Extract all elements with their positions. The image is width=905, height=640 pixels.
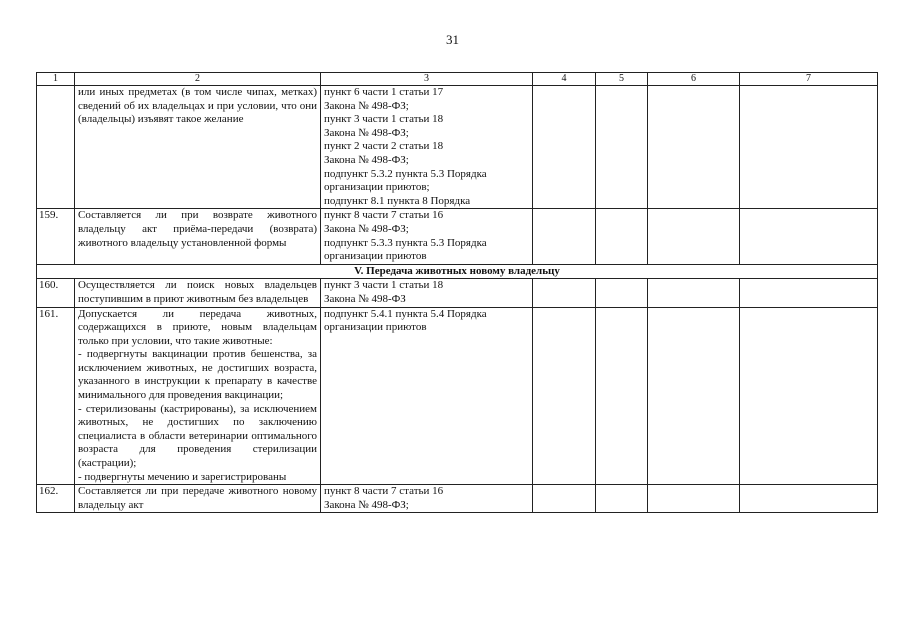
question-line: Допускается ли передача животных, содержащихся в приюте, новым владельцам только при условии, что такие животные:	[78, 307, 317, 347]
row-number: 161.	[37, 307, 75, 485]
column-header: 2	[75, 73, 321, 86]
question-text: Составляется ли при возврате животного владельцу акт приёма-передачи (возврата) животного владельцу установленной формы	[75, 209, 321, 264]
empty-cell	[533, 86, 596, 209]
empty-cell	[648, 209, 740, 264]
reference-line: пункт 3 части 1 статьи 18	[324, 113, 444, 126]
checklist-table	[36, 72, 878, 513]
empty-cell	[648, 86, 740, 209]
section-title: V. Передача животных новому владельцу	[37, 264, 878, 279]
empty-cell	[596, 485, 648, 513]
row-number: 162.	[37, 485, 75, 513]
empty-cell	[596, 209, 648, 264]
column-header: 4	[533, 73, 596, 86]
reference-line: подпункт 5.3.2 пункта 5.3 Порядка организации приютов;	[324, 167, 487, 194]
column-header: 6	[648, 73, 740, 86]
question-text: Осуществляется ли поиск новых владельцев поступившим в приют животным без владельцев	[75, 279, 321, 307]
question-text: или иных предметах (в том числе чипах, метках) сведений об их владельцах и при условии, что они (владельцы) изъявят такое желание	[75, 86, 321, 209]
header-row	[37, 73, 878, 86]
question-text	[75, 307, 321, 485]
column-header: 5	[596, 73, 648, 86]
empty-cell	[740, 485, 878, 513]
empty-cell	[596, 86, 648, 209]
table-row	[37, 279, 878, 307]
table-row	[37, 86, 878, 209]
empty-cell	[533, 307, 596, 485]
empty-cell	[740, 279, 878, 307]
empty-cell	[740, 307, 878, 485]
reference-line: пункт 3 части 1 статьи 18	[324, 279, 444, 292]
legal-references	[321, 485, 533, 513]
reference-line: Закона № 498-ФЗ;	[324, 153, 409, 166]
legal-references	[321, 307, 533, 485]
legal-references	[321, 86, 533, 209]
column-header: 3	[321, 73, 533, 86]
reference-line: пункт 6 части 1 статьи 17	[324, 86, 444, 98]
empty-cell	[648, 485, 740, 513]
reference-line: подпункт 5.4.1 пункта 5.4 Порядка организации приютов	[324, 307, 487, 334]
row-number: 159.	[37, 209, 75, 264]
empty-cell	[533, 279, 596, 307]
legal-references	[321, 279, 533, 307]
empty-cell	[648, 307, 740, 485]
empty-cell	[596, 307, 648, 485]
reference-line: Закона № 498-ФЗ	[324, 292, 406, 305]
empty-cell	[648, 279, 740, 307]
reference-line: Закона № 498-ФЗ;	[324, 498, 409, 511]
reference-line: Закона № 498-ФЗ;	[324, 99, 409, 112]
reference-line: Закона № 498-ФЗ;	[324, 126, 409, 139]
empty-cell	[596, 279, 648, 307]
table-row	[37, 307, 878, 485]
legal-references	[321, 209, 533, 264]
column-header: 1	[37, 73, 75, 86]
table-row	[37, 209, 878, 264]
reference-line: подпункт 5.3.3 пункта 5.3 Порядка организации приютов	[324, 236, 487, 263]
empty-cell	[740, 86, 878, 209]
reference-line: пункт 8 части 7 статьи 16	[324, 485, 444, 498]
question-line: - подвергнуты мечению и зарегистрированы	[78, 470, 287, 483]
row-number: 160.	[37, 279, 75, 307]
reference-line: пункт 8 части 7 статьи 16	[324, 209, 444, 222]
question-text: Составляется ли при передаче животного новому владельцу акт	[75, 485, 321, 513]
column-header: 7	[740, 73, 878, 86]
page-number: 31	[446, 32, 459, 47]
row-number	[37, 86, 75, 209]
reference-line: подпункт 8.1 пункта 8 Порядка	[324, 194, 471, 207]
question-line: - подвергнуты вакцинации против бешенства, за исключением животных, не достигших возраста, указанного в инструкции к препарату в качестве минимального для проведения вакцинации;	[78, 348, 317, 402]
section-heading-row	[37, 264, 878, 279]
empty-cell	[740, 209, 878, 264]
question-line: - стерилизованы (кастрированы), за исключением животных, не достигших по заключению специалиста в области ветеринарии оптимального возраста для проведения стерилизации (кастрации);	[78, 402, 317, 470]
empty-cell	[533, 485, 596, 513]
table-row	[37, 485, 878, 513]
reference-line: Закона № 498-ФЗ;	[324, 222, 409, 235]
reference-line: пункт 2 части 2 статьи 18	[324, 140, 444, 153]
empty-cell	[533, 209, 596, 264]
